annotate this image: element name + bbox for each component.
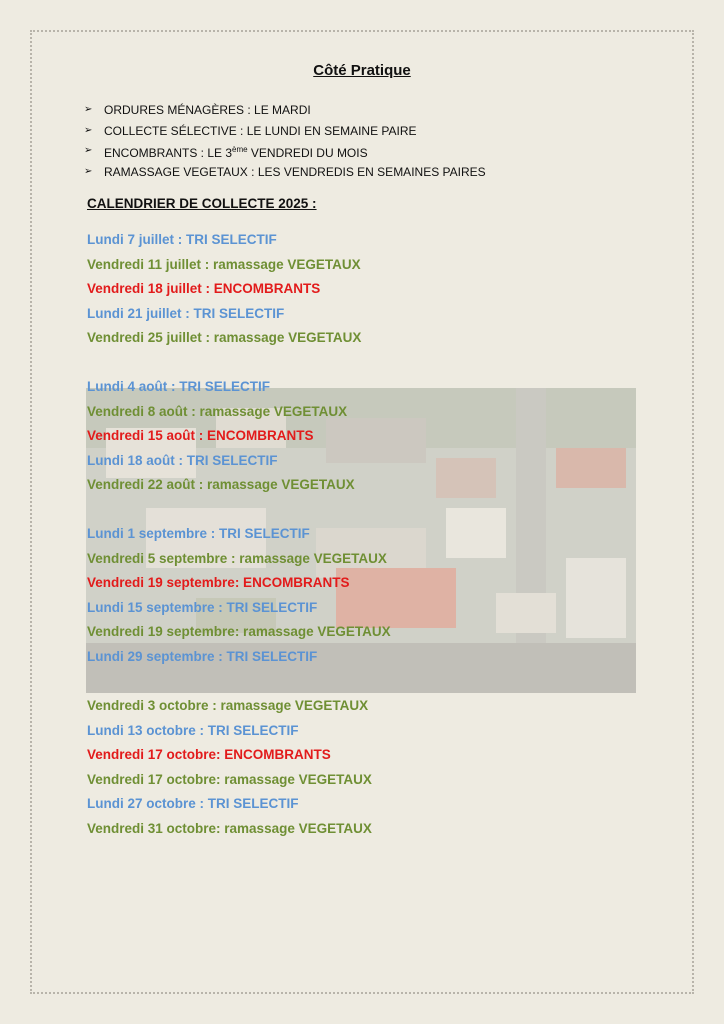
calendar-entry: Lundi 13 octobre : TRI SELECTIF [87, 722, 299, 738]
arrowhead-icon: ➢ [84, 145, 93, 157]
calendar-entry: Vendredi 17 octobre: ENCOMBRANTS [87, 747, 331, 762]
calendar-july [87, 230, 361, 353]
calendar-entry: Lundi 1 septembre : TRI SELECTIF [87, 526, 310, 541]
calendar-entry: Vendredi 15 août : ENCOMBRANTS [87, 428, 314, 443]
list-item: ➢ RAMASSAGE VEGETAUX : LES VENDREDIS EN SEMAINES PAIRES [84, 164, 486, 179]
calendar-entry: Vendredi 11 juillet : ramassage VEGETAUX [87, 256, 361, 272]
calendar-entry: Lundi 27 octobre : TRI SELECTIF [87, 796, 299, 811]
calendar-entry: Vendredi 8 août : ramassage VEGETAUX [87, 403, 348, 419]
list-item: ➢ ENCOMBRANTS : LE 3ème VENDREDI DU MOIS [84, 144, 368, 160]
calendar-title: CALENDRIER DE COLLECTE 2025 : [87, 196, 317, 211]
calendar-entry: Vendredi 18 juillet : ENCOMBRANTS [87, 281, 321, 296]
calendar-entry: Lundi 7 juillet : TRI SELECTIF [87, 232, 277, 247]
calendar-september [87, 524, 391, 671]
arrowhead-icon: ➢ [84, 124, 93, 136]
calendar-entry: Vendredi 31 octobre: ramassage VEGETAUX [87, 820, 372, 836]
calendar-august [87, 377, 355, 500]
calendar-entry: Lundi 29 septembre : TRI SELECTIF [87, 648, 318, 664]
calendar-entry: Vendredi 19 septembre: ramassage VEGETAUX [87, 624, 391, 639]
list-item: ➢ ORDURES MÉNAGÈRES : LE MARDI [84, 103, 311, 118]
calendar-entry: Vendredi 3 octobre : ramassage VEGETAUX [87, 698, 369, 713]
calendar-entry: Lundi 4 août : TRI SELECTIF [87, 379, 270, 394]
page-title: Côté Pratique [313, 62, 411, 79]
calendar-entry: Vendredi 25 juillet : ramassage VEGETAUX [87, 330, 362, 345]
calendar-entry: Vendredi 19 septembre: ENCOMBRANTS [87, 575, 350, 590]
calendar-entry: Lundi 21 juillet : TRI SELECTIF [87, 305, 285, 321]
calendar-entry: Vendredi 17 octobre: ramassage VEGETAUX [87, 771, 372, 787]
list-item: ➢ COLLECTE SÉLECTIVE : LE LUNDI EN SEMAINE PAIRE [84, 123, 417, 138]
calendar-entry: Vendredi 22 août : ramassage VEGETAUX [87, 477, 355, 492]
arrowhead-icon: ➢ [84, 165, 93, 177]
calendar-entry: Lundi 18 août : TRI SELECTIF [87, 452, 278, 468]
calendar-entry: Lundi 15 septembre : TRI SELECTIF [87, 599, 318, 615]
calendar-october [87, 696, 372, 843]
arrowhead-icon: ➢ [84, 104, 93, 116]
calendar-entry: Vendredi 5 septembre : ramassage VEGETAUX [87, 550, 387, 566]
info-list [84, 100, 486, 182]
